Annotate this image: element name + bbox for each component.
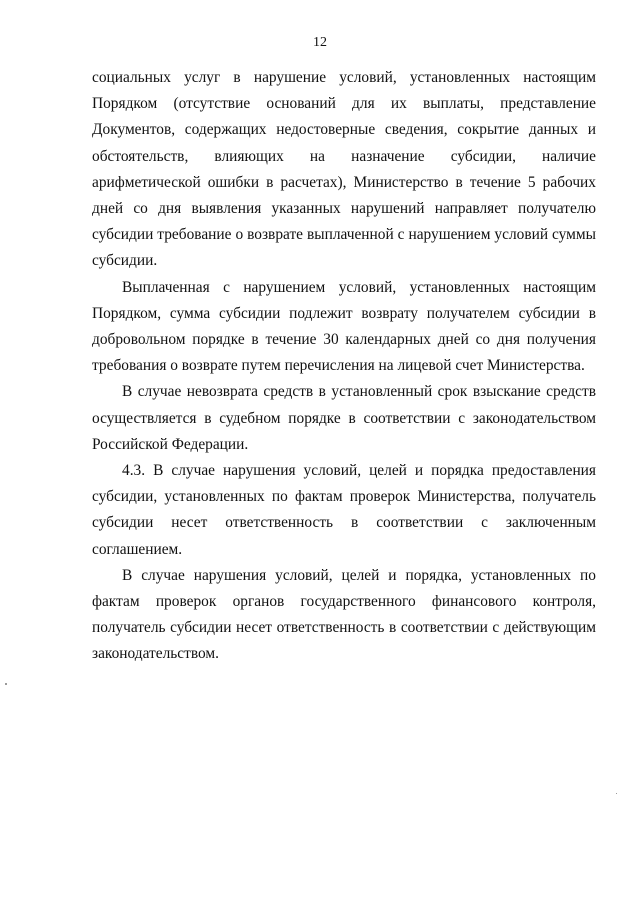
scan-speck bbox=[5, 683, 7, 685]
scan-speck bbox=[616, 793, 617, 794]
paragraph-4: 4.3. В случае нарушения условий, целей и порядка предоставления субсидии, установленных по фактам проверок Министерства, получатель субсидии несет ответственность в соответствии с заключенным соглашением. bbox=[92, 462, 596, 558]
paragraph-5: В случае нарушения условий, целей и порядка, установленных по фактам проверок органов государственного финансового контроля, получатель субсидии несет ответственность в соответствии с действующим законодательством. bbox=[92, 566, 596, 663]
paragraph-1: социальных услуг в нарушение условий, установленных настоящим Порядком (отсутствие оснований для их выплаты, представление Документов, содержащих недостоверные сведения, сокрытие данных и обстоятельств, влияющих на назначение субсидии, наличие арифметической ошибки в расчетах), Министерство в течение 5 рабочих дней со дня выявления указанных нарушений направляет получателю субсидии требование о возврате выплаченной с нарушением условий суммы субсидии. bbox=[92, 69, 596, 270]
paragraph-2: Выплаченная с нарушением условий, установленных настоящим Порядком, сумма субсидии подлежит возврату получателем субсидии в добровольном порядке в течение 30 календарных дней со дня получения требования о возврате путем перечисления на лицевой счет Министерства. bbox=[92, 278, 596, 375]
page-number: 12 bbox=[313, 35, 327, 50]
paragraph-3: В случае невозврата средств в установленный срок взыскание средств осуществляется в судебном порядке в соответствии с законодательством Российской Федерации. bbox=[92, 383, 596, 453]
document-body bbox=[92, 65, 596, 668]
